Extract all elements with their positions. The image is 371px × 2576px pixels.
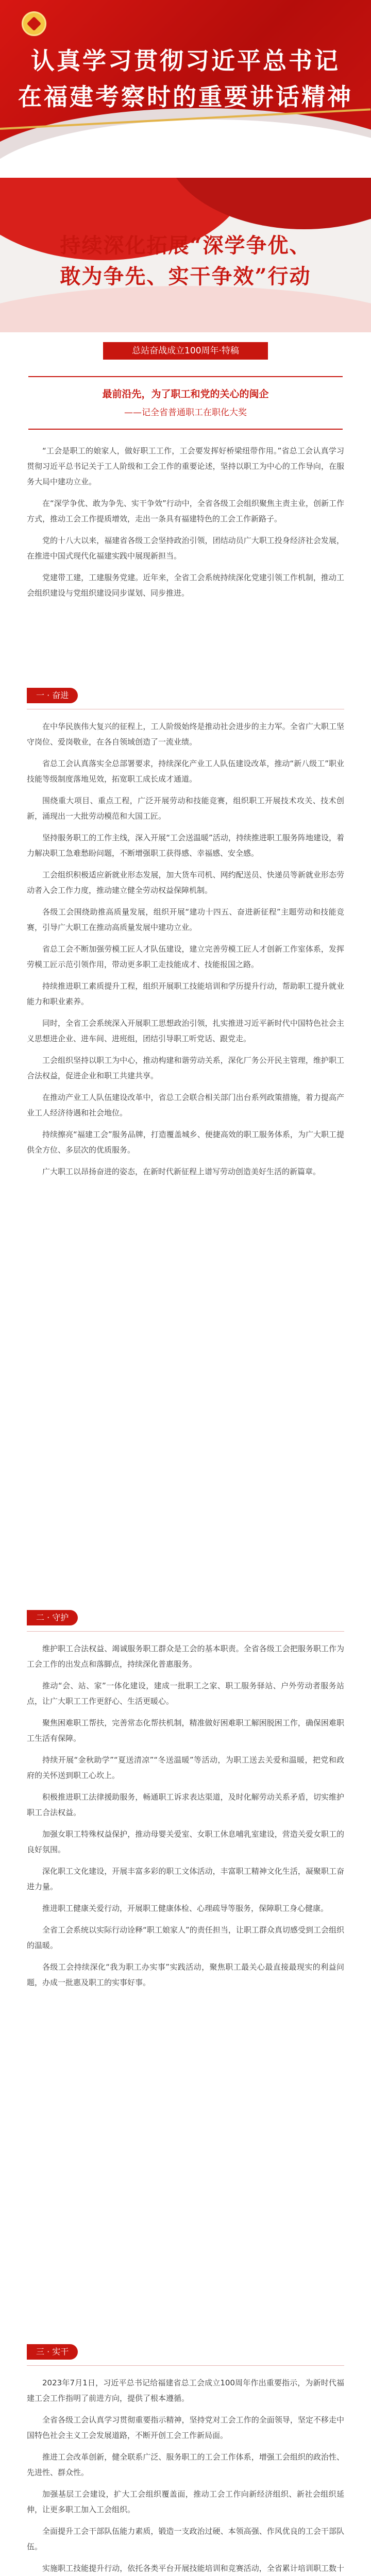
section-paragraph: 推进工会改革创新，健全联系广泛、服务职工的工会工作体系，增强工会组织的政治性、先进性、群众性。 xyxy=(27,2452,344,2477)
section-tag-3: 三 · 实干 xyxy=(27,2344,78,2360)
section-divider xyxy=(27,1631,344,1632)
section-paragraph: 围绕重大项目、重点工程，广泛开展劳动和技能竞赛，组织职工开展技术攻关、技术创新，涌现出一大批劳动模范和大国工匠。 xyxy=(27,796,344,821)
section-paragraph: 积极推进职工法律援助服务，畅通职工诉求表达渠道，及时化解劳动关系矛盾，切实维护职工合法权益。 xyxy=(27,1792,344,1817)
intro-text xyxy=(27,443,344,607)
party-emblem-icon xyxy=(22,11,46,36)
banner-title-line-1: 认真学习贯彻习近平总书记 xyxy=(31,47,340,75)
section-paragraph: 推动“会、站、家”一体化建设，建成一批职工之家、职工服务驿站、户外劳动者服务站点，让广大职工工作更舒心、生活更暖心。 xyxy=(27,1681,344,1706)
section-paragraph: 持续擦亮“福建工会”服务品牌，打造覆盖城乡、便捷高效的职工服务体系，为广大职工提供全方位、多层次的优质服务。 xyxy=(27,1130,344,1155)
section-paragraph: 工会组织坚持以职工为中心，推动构建和谐劳动关系，深化厂务公开民主管理，维护职工合法权益，促进企业和职工共建共享。 xyxy=(27,1056,344,1080)
section-tag-1: 一 · 奋进 xyxy=(27,688,78,703)
banner-title-line-2: 在福建考察时的重要讲话精神 xyxy=(18,83,353,111)
section-paragraph: 在中华民族伟大复兴的征程上，工人阶级始终是推动社会进步的主力军。全省广大职工坚守岗位、爱岗敬业，在各自领域创造了一流业绩。 xyxy=(27,722,344,747)
intro-paragraph: 党建带工建，工建服务党建。近年来，全省工会系统持续深化党建引领工作机制，推动工会组织建设与党组织建设同步谋划、同步推进。 xyxy=(27,573,344,598)
section-paragraph: 全面提升工会干部队伍能力素质，锻造一支政治过硬、本领高强、作风优良的工会干部队伍。 xyxy=(27,2527,344,2551)
section-paragraph: 推进职工健康关爱行动，开展职工健康体检、心理疏导等服务，保障职工身心健康。 xyxy=(42,1904,329,1913)
intro-paragraph: 党的十八大以来，福建省各级工会坚持政治引领，团结动员广大职工投身经济社会发展，在推进中国式现代化福建实践中展现新担当。 xyxy=(27,536,344,561)
campaign-title-line-2: 敢为争先、实干争效”行动 xyxy=(60,264,311,289)
section-paragraph: 广大职工以昂扬奋进的姿态，在新时代新征程上谱写劳动创造美好生活的新篇章。 xyxy=(42,1167,321,1176)
section-3-text xyxy=(27,2375,344,2576)
section-paragraph: 工会组织积极适应新就业形态发展，加大货车司机、网约配送员、快递员等新就业形态劳动者入会工作力度，推动建立健全劳动权益保障机制。 xyxy=(27,870,344,895)
section-paragraph: 深化职工文化建设，开展丰富多彩的职工文体活动，丰富职工精神文化生活，凝聚职工奋进力量。 xyxy=(27,1867,344,1891)
section-paragraph: 全省各级工会认真学习贯彻重要指示精神，坚持党对工会工作的全面领导，坚定不移走中国特色社会主义工会发展道路，不断开创工会工作新局面。 xyxy=(27,2415,344,2440)
section-2-text xyxy=(27,1641,344,1996)
article-headline: 最前沿先，为了职工和党的关心的闽企 xyxy=(102,388,269,400)
intro-paragraph: 在“深学争优、敢为争先、实干争效”行动中，全省各级工会组织聚焦主责主业，创新工作方式，推动工会工作提质增效，走出一条具有福建特色的工会工作新路子。 xyxy=(27,499,344,523)
section-paragraph: 坚持服务职工的工作主线，深入开展“工会送温暖”活动，持续推进职工服务阵地建设，着力解决职工急难愁盼问题，不断增强职工获得感、幸福感、安全感。 xyxy=(27,833,344,858)
intro-paragraph: “工会是职工的娘家人，做好职工工作，工会要发挥好桥梁纽带作用。”省总工会认真学习贯彻习近平总书记关于工人阶级和工会工作的重要论述，坚持以职工为中心的工作导向，在服务大局中建功立业。 xyxy=(27,446,344,486)
section-paragraph: 省总工会不断加强劳模工匠人才队伍建设，建立完善劳模工匠人才创新工作室体系，发挥劳模工匠示范引领作用，带动更多职工走技能成才、技能报国之路。 xyxy=(27,944,344,969)
section-1-text xyxy=(27,719,344,1185)
article-headline-box xyxy=(28,376,343,430)
section-paragraph: 2023年7月1日，习近平总书记给福建省总工会成立100周年作出重要指示，为新时代福建工会工作指明了前进方向，提供了根本遵循。 xyxy=(27,2378,344,2403)
campaign-banner xyxy=(0,178,371,332)
section-paragraph: 加强女职工特殊权益保护，推动母婴关爱室、女职工休息哺乳室建设，营造关爱女职工的良好氛围。 xyxy=(27,1829,344,1854)
section-paragraph: 各级工会持续深化“我为职工办实事”实践活动，聚焦职工最关心最直接最现实的利益问题，办成一批惠及职工的实事好事。 xyxy=(27,1962,344,1987)
column-ribbon: 总站奋战成立100周年·特稿 xyxy=(103,342,268,360)
section-paragraph: 维护职工合法权益、竭诚服务职工群众是工会的基本职责。全省各级工会把服务职工作为工会工作的出发点和落脚点，持续深化普惠服务。 xyxy=(27,1644,344,1669)
section-paragraph: 实施职工技能提升行动，依托各类平台开展技能培训和竞赛活动，全省累计培训职工数十 xyxy=(42,2564,344,2573)
section-paragraph: 持续开展“金秋助学”“夏送清凉”“冬送温暖”等活动，为职工送去关爱和温暖，把党和政府的关怀送到职工心坎上。 xyxy=(27,1755,344,1780)
section-divider xyxy=(27,2365,344,2366)
campaign-banner-pink-wave xyxy=(0,286,371,332)
section-paragraph: 省总工会认真落实全总部署要求，持续深化产业工人队伍建设改革，推动“新八级工”职业技能等级制度落地见效，拓宽职工成长成才通道。 xyxy=(27,759,344,784)
section-paragraph: 在推动产业工人队伍建设改革中，省总工会联合相关部门出台系列政策措施，着力提高产业工人经济待遇和社会地位。 xyxy=(27,1093,344,1117)
article-subheadline: ——记全省普通职工在职化大奖 xyxy=(124,408,247,418)
header-banner xyxy=(0,0,371,170)
section-paragraph: 持续推进职工素质提升工程，组织开展职工技能培训和学历提升行动，帮助职工提升就业能力和职业素养。 xyxy=(27,981,344,1006)
section-paragraph: 各级工会围绕助推高质量发展，组织开展“建功十四五、奋进新征程”主题劳动和技能竞赛，引导广大职工在推动高质量发展中建功立业。 xyxy=(27,907,344,932)
section-paragraph: 同时，全省工会系统深入开展职工思想政治引领，扎实推进习近平新时代中国特色社会主义思想进企业、进车间、进班组，团结引导职工听党话、跟党走。 xyxy=(27,1019,344,1043)
campaign-title-line-1: 持续深化拓展“深学争优、 xyxy=(60,233,311,258)
section-tag-2: 二 · 守护 xyxy=(27,1610,78,1625)
section-paragraph: 聚焦困难职工帮扶，完善常态化帮扶机制，精准做好困难职工解困脱困工作，确保困难职工生活有保障。 xyxy=(27,1718,344,1743)
section-paragraph: 加强基层工会建设，扩大工会组织覆盖面，推动工会工作向新经济组织、新社会组织延伸，让更多职工加入工会组织。 xyxy=(27,2489,344,2514)
section-paragraph: 全省工会系统以实际行动诠释“职工娘家人”的责任担当，让职工群众真切感受到工会组织的温暖。 xyxy=(27,1925,344,1950)
